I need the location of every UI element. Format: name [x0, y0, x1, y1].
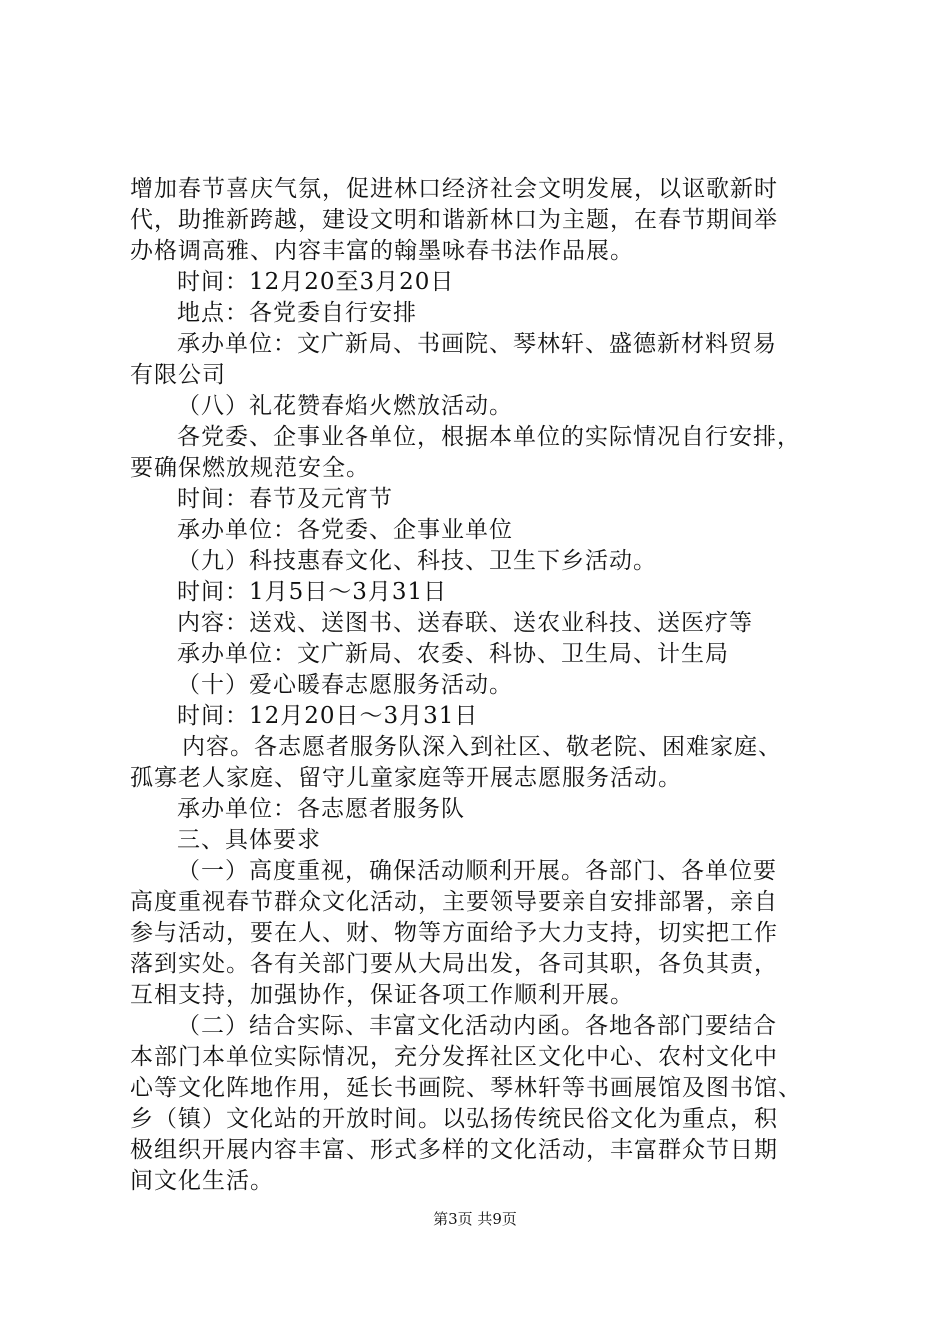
body-line: 时间：1月5日～3月31日: [177, 579, 448, 605]
body-line: 时间：12月20至3月20日: [177, 269, 455, 295]
section-heading: （八）礼花赞春焰火燃放活动。: [177, 393, 513, 419]
body-line: 办格调高雅、内容丰富的翰墨咏春书法作品展。: [130, 238, 634, 264]
body-line: 落到实处。各有关部门要从大局出发，各司其职，各负其责，: [130, 951, 778, 977]
body-line: 极组织开展内容丰富、形式多样的文化活动，丰富群众节日期: [130, 1137, 778, 1163]
body-line: 有限公司: [130, 362, 226, 388]
section-heading: （一）高度重视，确保活动顺利开展。各部门、各单位要: [177, 858, 777, 884]
body-line: 参与活动，要在人、财、物等方面给予大力支持，切实把工作: [130, 920, 778, 946]
section-heading: （十）爱心暖春志愿服务活动。: [177, 672, 513, 698]
body-line: 孤寡老人家庭、留守儿童家庭等开展志愿服务活动。: [130, 765, 682, 791]
body-line: 本部门本单位实际情况，充分发挥社区文化中心、农村文化中: [130, 1044, 778, 1070]
body-line: 乡（镇）文化站的开放时间。以弘扬传统民俗文化为重点，积: [130, 1106, 778, 1132]
page-number: 第3页 共9页: [433, 1210, 517, 1228]
document-body: [130, 174, 830, 1197]
body-line: 代，助推新跨越，建设文明和谐新林口为主题，在春节期间举: [130, 207, 778, 233]
body-line: 互相支持，加强协作，保证各项工作顺利开展。: [130, 982, 634, 1008]
body-line: 心等文化阵地作用，延长书画院、琴林轩等书画展馆及图书馆、: [130, 1075, 802, 1101]
body-line: 高度重视春节群众文化活动，主要领导要亲自安排部署，亲自: [130, 889, 778, 915]
body-line: 内容。各志愿者服务队深入到社区、敬老院、困难家庭、: [182, 734, 782, 760]
body-line: 各党委、企事业各单位，根据本单位的实际情况自行安排，: [177, 424, 801, 450]
body-line: 内容：送戏、送图书、送春联、送农业科技、送医疗等: [177, 610, 753, 636]
body-line: 时间：12月20日～3月31日: [177, 703, 479, 729]
body-line: 增加春节喜庆气氛，促进林口经济社会文明发展，以讴歌新时: [130, 176, 778, 202]
body-line: 承办单位：各党委、企事业单位: [177, 517, 513, 543]
body-line: 时间：春节及元宵节: [177, 486, 393, 512]
section-heading: 三、具体要求: [177, 827, 321, 853]
section-heading: （九）科技惠春文化、科技、卫生下乡活动。: [177, 548, 657, 574]
body-line: 要确保燃放规范安全。: [130, 455, 370, 481]
body-line: 地点：各党委自行安排: [177, 300, 417, 326]
body-line: 承办单位：文广新局、农委、科协、卫生局、计生局: [177, 641, 729, 667]
body-line: 承办单位：各志愿者服务队: [177, 796, 465, 822]
body-line: 承办单位：文广新局、书画院、琴林轩、盛德新材料贸易: [177, 331, 777, 357]
body-line: 间文化生活。: [130, 1168, 274, 1194]
section-heading: （二）结合实际、丰富文化活动内函。各地各部门要结合: [177, 1013, 777, 1039]
